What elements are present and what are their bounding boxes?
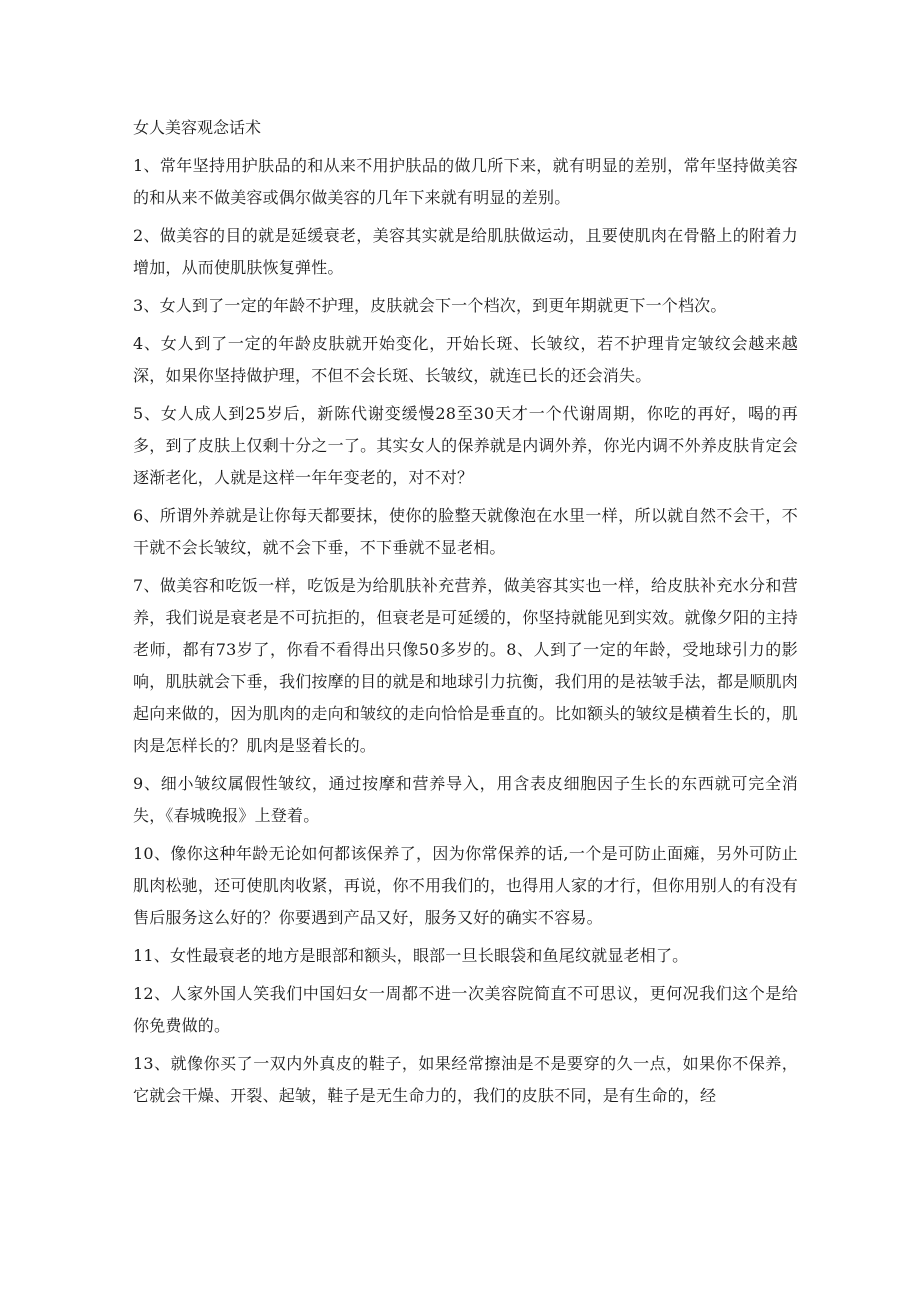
- paragraph-4: 4、女人到了一定的年龄皮肤就开始变化，开始长斑、长皱纹，若不护理肯定皱纹会越来越深，如果你坚持做护理，不但不会长斑、长皱纹，就连已长的还会消失。: [133, 334, 798, 385]
- document-body: [133, 112, 798, 1118]
- paragraph-1: 1、常年坚持用护肤品的和从来不用护肤品的做几所下来，就有明显的差别，常年坚持做美容的和从来不做美容或偶尔做美容的几年下来就有明显的差别。: [133, 156, 798, 207]
- paragraph-7: 7、做美容和吃饭一样，吃饭是为给肌肤补充营养，做美容其实也一样，给皮肤补充水分和营养，我们说是衰老是不可抗拒的，但衰老是可延缓的，你坚持就能见到实效。就像夕阳的主持老师，都有73岁了，你看不看得出只像50多岁的。8、人到了一定的年龄，受地球引力的影响，肌肤就会下垂，我们按摩的目的就是和地球引力抗衡，我们用的是祛皱手法，都是顺肌肉起向来做的，因为肌肉的走向和皱纹的走向恰恰是垂直的。比如额头的皱纹是横着生长的，肌肉是怎样长的？肌肉是竖着长的。: [133, 576, 798, 755]
- paragraph-6: 6、所谓外养就是让你每天都要抹，使你的脸整天就像泡在水里一样，所以就自然不会干，不干就不会长皱纹，就不会下垂，不下垂就不显老相。: [133, 506, 798, 557]
- paragraph-13: 13、就像你买了一双内外真皮的鞋子，如果经常擦油是不是要穿的久一点，如果你不保养，它就会干燥、开裂、起皱，鞋子是无生命力的，我们的皮肤不同，是有生命的，经: [133, 1054, 798, 1105]
- paragraph-11: 11、女性最衰老的地方是眼部和额头，眼部一旦长眼袋和鱼尾纹就显老相了。: [133, 946, 689, 965]
- paragraph-5: 5、女人成人到25岁后，新陈代谢变缓慢28至30天才一个代谢周期，你吃的再好，喝的再多，到了皮肤上仅剩十分之一了。其实女人的保养就是内调外养，你光内调不外养皮肤肯定会逐渐老化，人就是这样一年年变老的，对不对？: [133, 404, 798, 487]
- paragraph-9: 9、细小皱纹属假性皱纹，通过按摩和营养导入，用含表皮细胞因子生长的东西就可完全消失，《春城晚报》上登着。: [133, 774, 798, 825]
- paragraph-10: 10、像你这种年龄无论如何都该保养了，因为你常保养的话,一个是可防止面瘫，另外可防止肌肉松驰，还可使肌肉收紧，再说，你不用我们的，也得用人家的才行，但你用别人的有没有售后服务这么好的？你要遇到产品又好，服务又好的确实不容易。: [133, 844, 798, 927]
- document-title: 女人美容观念话术: [133, 118, 262, 137]
- paragraph-3: 3、女人到了一定的年龄不护理，皮肤就会下一个档次，到更年期就更下一个档次。: [133, 296, 727, 315]
- paragraph-12: 12、人家外国人笑我们中国妇女一周都不进一次美容院简直不可思议，更何况我们这个是给你免费做的。: [133, 984, 798, 1035]
- paragraph-2: 2、做美容的目的就是延缓衰老，美容其实就是给肌肤做运动，且要使肌肉在骨骼上的附着力增加，从而使肌肤恢复弹性。: [133, 226, 798, 277]
